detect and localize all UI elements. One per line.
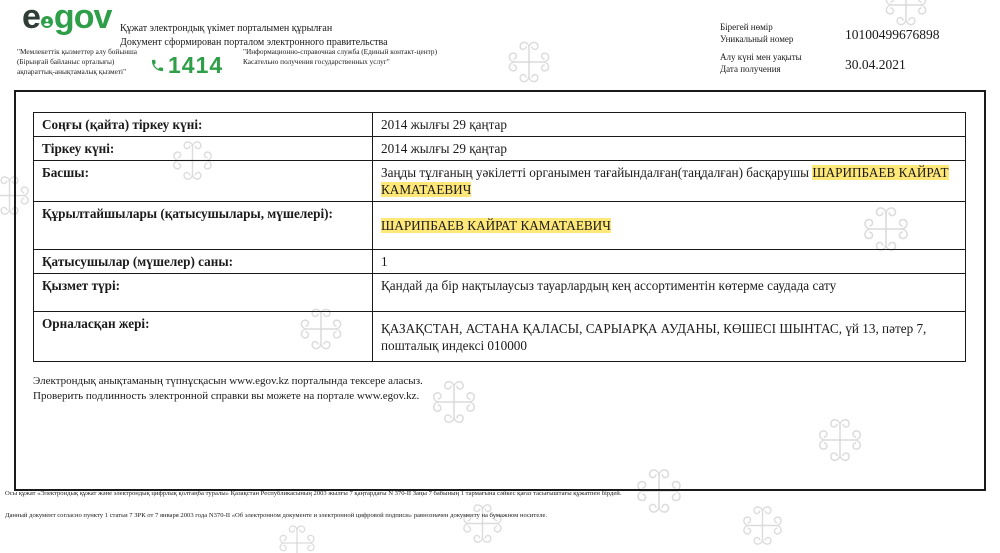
- contact-phone: [150, 52, 223, 79]
- unique-number-label-ru: Уникальный номер: [720, 33, 794, 44]
- legal-note-ru: Данный документ согласно пункту 1 статьи 7 ЗРК от 7 января 2003 года N370-II «Об электронном документе и электронной цифровой подписи» равнозначен документу на бумажном носителе.: [5, 512, 548, 519]
- row-label: Соңғы (қайта) тіркеу күні:: [34, 113, 373, 137]
- highlighted-name: ШАРИПБАЕВ КАЙРАТ КАМАТАЕВИЧ: [381, 218, 611, 233]
- unique-number-label: [720, 22, 793, 45]
- receive-date-label: [720, 52, 802, 75]
- contact-center-name-kk: "Мемлекеттік қызметтер алу бойынша (Бірыңғай байланыс орталығы) ақпараттық-анықтамалық қызметі": [17, 47, 138, 76]
- verification-note: [33, 374, 423, 404]
- table-row: [34, 202, 966, 250]
- row-value: 2014 жылғы 29 қаңтар: [373, 113, 966, 137]
- registration-info-table: [33, 112, 966, 362]
- unique-number-label-kk: Бірегей нөмір: [720, 22, 773, 32]
- row-label: Қызмет түрі:: [34, 274, 373, 312]
- unique-number-value: 10100499676898: [845, 27, 940, 42]
- table-row: [34, 312, 966, 362]
- phone-receiver-icon: [150, 58, 165, 73]
- receive-date-label-kk: Алу күні мен уақыты: [720, 52, 802, 62]
- formed-note-ru: Документ сформирован порталом электронного правительства: [120, 36, 388, 48]
- row-label: Тіркеу күні:: [34, 137, 373, 161]
- formed-note-kk: Құжат электрондық үкімет порталымен құрылған: [120, 23, 333, 34]
- row-value-text: Заңды тұлғаның уәкілетті органымен тағайындалған(таңдалған) басқарушы: [381, 165, 813, 180]
- watermark-ornament: [735, 498, 790, 553]
- row-label: Құрылтайшылары (қатысушылары, мүшелері):: [34, 202, 373, 250]
- egov-logo: [22, 0, 112, 36]
- table-row: [34, 113, 966, 137]
- watermark-ornament: [455, 496, 510, 551]
- table-row: [34, 137, 966, 161]
- row-value: Қандай да бір нақтылаусыз тауарлардың кең ассортиментін көтерме саудада сату: [373, 274, 966, 312]
- row-value: ҚАЗАҚСТАН, АСТАНА ҚАЛАСЫ, САРЫАРҚА АУДАНЫ, КӨШЕСІ ШЫНТАС, үй 13, пәтер 7, пошталық индексі 010000: [373, 312, 966, 362]
- receive-date-value: 30.04.2021: [845, 57, 906, 72]
- row-label: Орналасқан жері:: [34, 312, 373, 362]
- row-value: [373, 161, 966, 202]
- table-row: [34, 161, 966, 202]
- receive-date-label-ru: Дата получения: [720, 63, 781, 74]
- person-in-circle-icon: [41, 15, 53, 27]
- legal-note-kk: Осы құжат «Электрондық құжат және электрондық цифрлық қолтаңба туралы» Қазақстан Республикасының 2003 жылғы 7 қаңтардағы N 370-II Заңы 7 бабының 1 тармағына сәйкес қағаз тасығыштағы құжатпен бірдей.: [5, 490, 622, 497]
- watermark-ornament: [272, 518, 322, 553]
- table-row: [34, 274, 966, 312]
- logo-gov-text: gov: [53, 0, 112, 36]
- row-label: Басшы:: [34, 161, 373, 202]
- phone-number: 1414: [168, 52, 224, 78]
- verification-note-kk: Электрондық анықтаманың түпнұсқасын www.egov.kz порталында тексере аласыз.: [33, 375, 423, 387]
- verification-note-ru: Проверить подлинность электронной справки вы можете на портале www.egov.kz.: [33, 390, 420, 402]
- logo-e-text: e: [22, 0, 40, 36]
- row-label: Қатысушылар (мүшелер) саны:: [34, 250, 373, 274]
- contact-center-name-ru: "Информационно-справочная служба (Единый контакт-центр) Касательно получения государственных услуг": [243, 47, 438, 66]
- table-row: [34, 250, 966, 274]
- row-value: 1: [373, 250, 966, 274]
- highlighted-name: ШАРИПБАЕВ КАЙРАТ КАМАТАЕВИЧ: [381, 165, 949, 197]
- row-value: [373, 202, 966, 250]
- document-formed-note: [120, 22, 388, 49]
- row-value: 2014 жылғы 29 қаңтар: [373, 137, 966, 161]
- watermark-ornament: [500, 33, 558, 91]
